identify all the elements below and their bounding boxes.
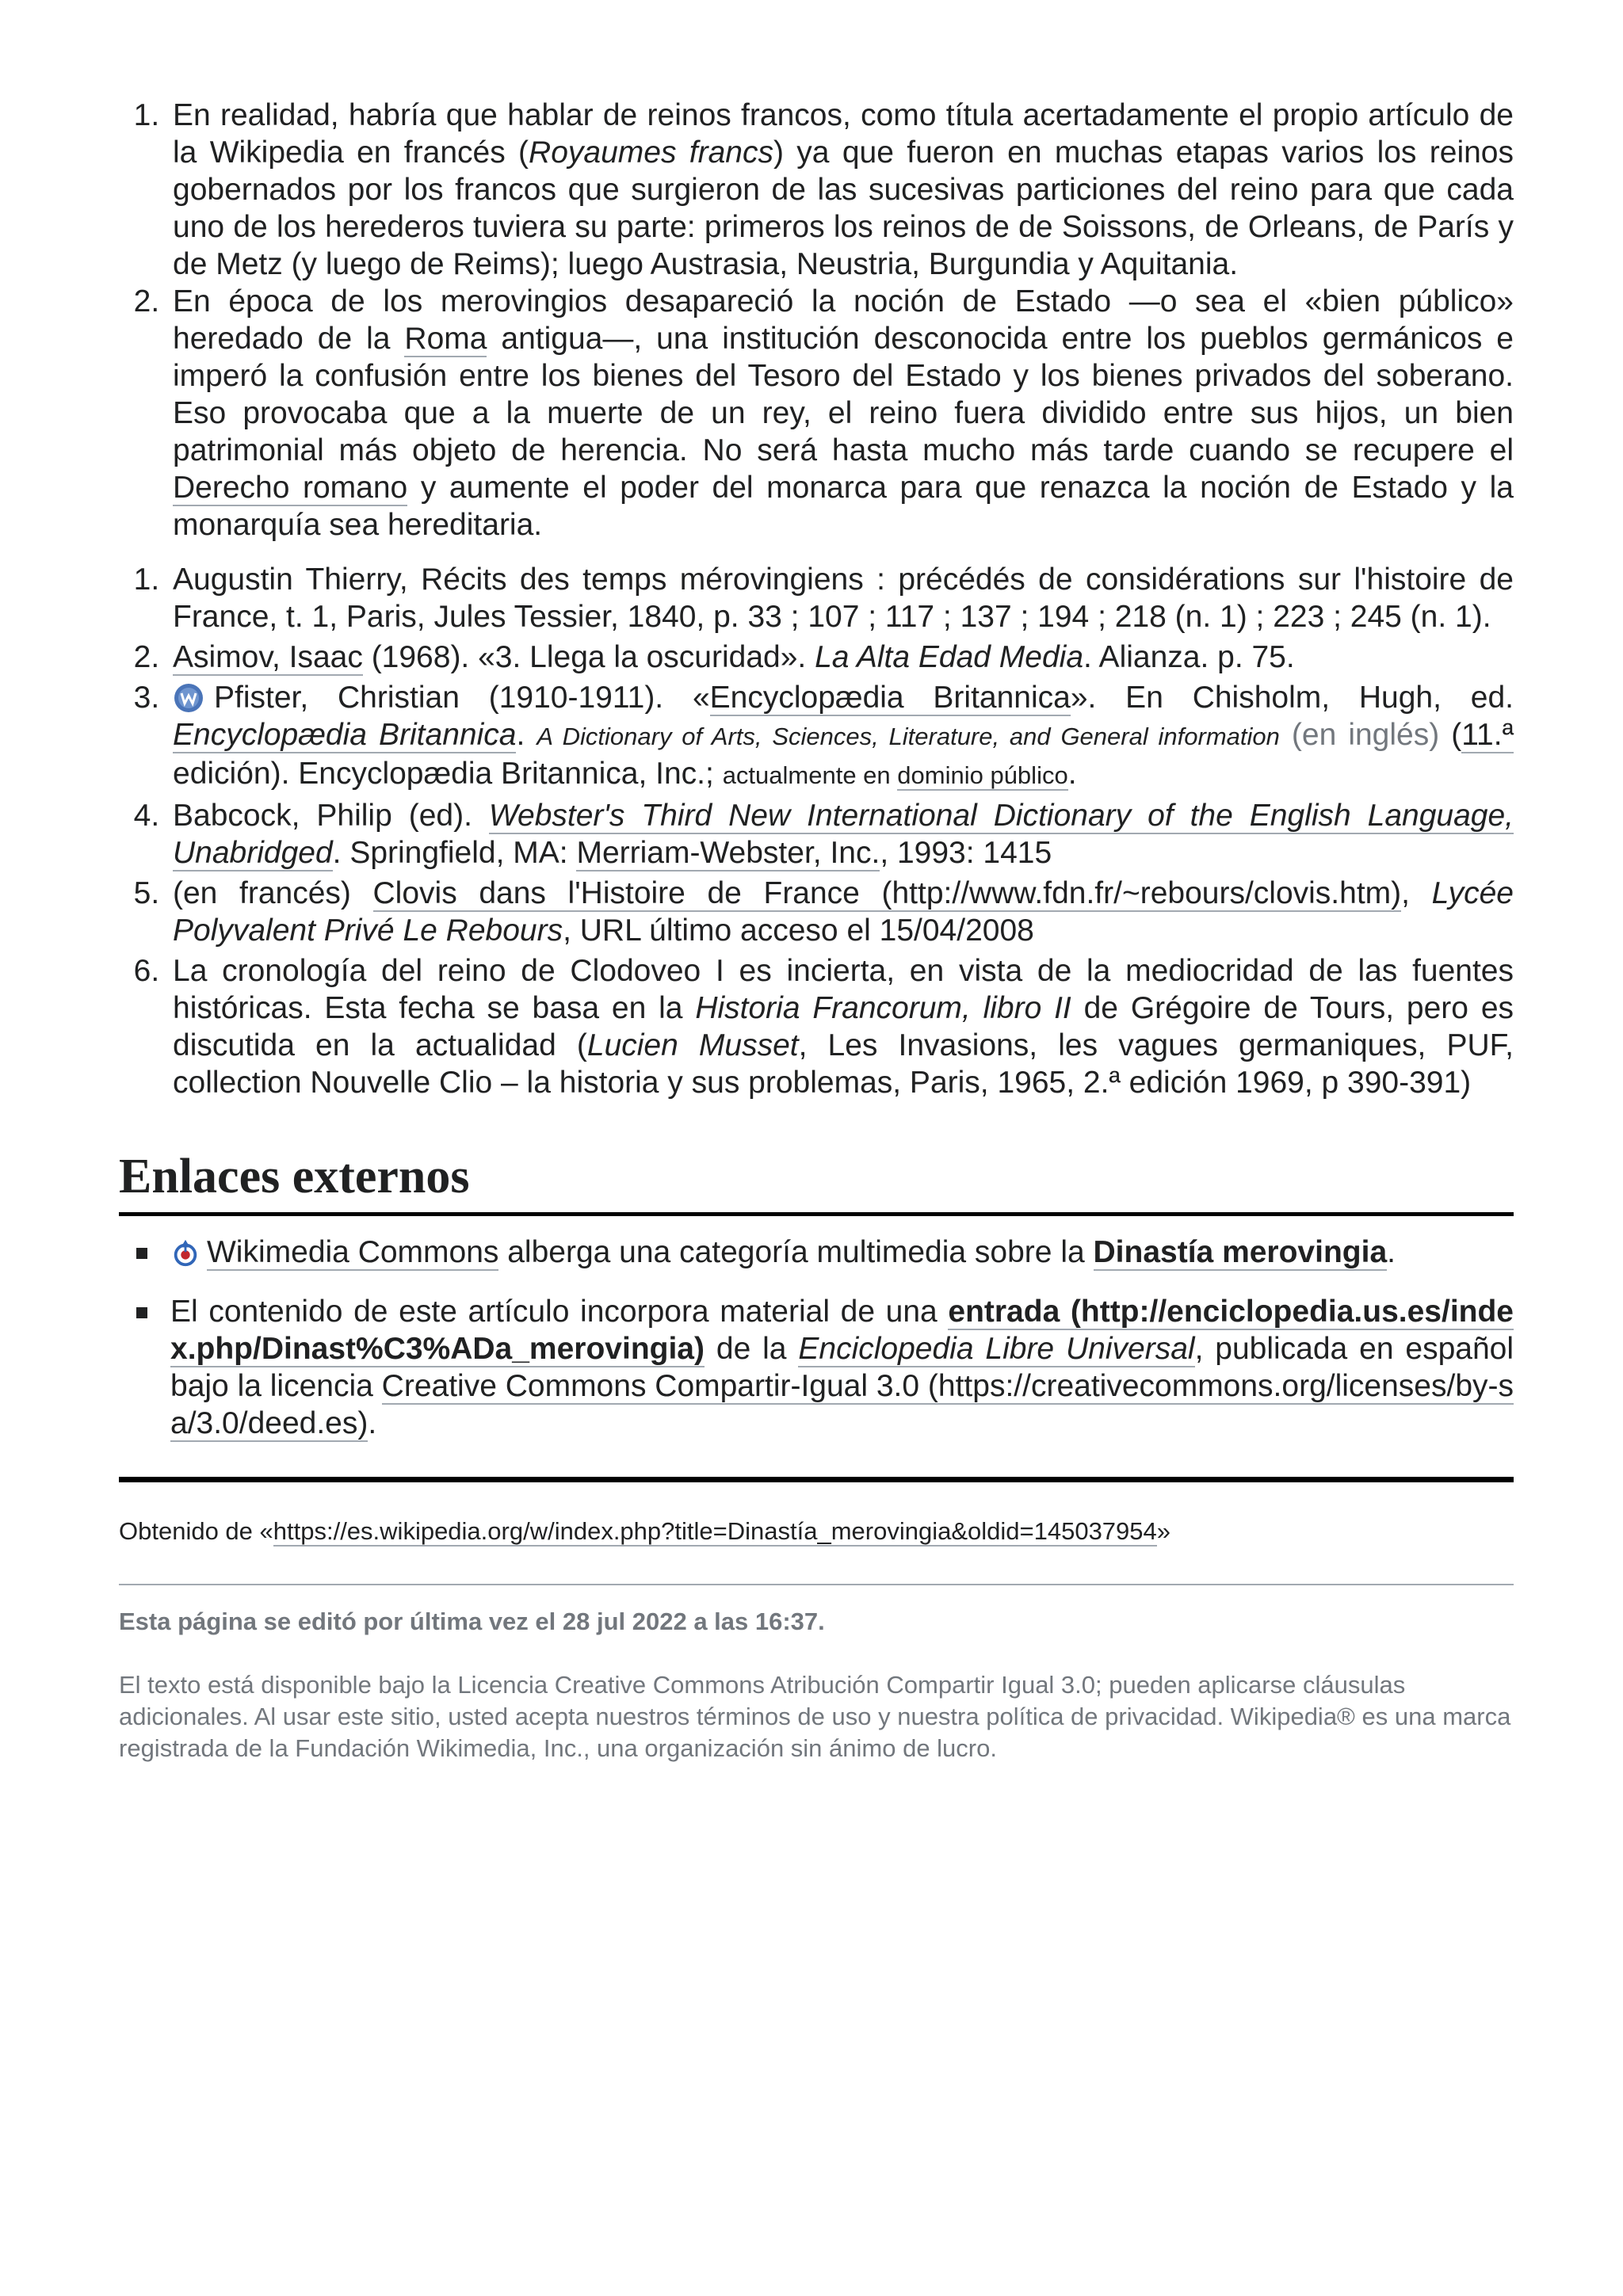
wikimedia-commons-link[interactable]: Wikimedia Commons [207, 1235, 499, 1269]
edition-link[interactable]: 11.ª [1461, 718, 1514, 752]
reference-item: 1. Augustin Thierry, Récits des temps mérovingiens : précédés de considérations sur l'histoire de France, t. 1, Paris, Jules Tessier, 1840, p. 33 ; 107 ; 117 ; 137 ; 194 ; 218 (n. 1) ; 223 ; 245 (n. 1). [168, 561, 1514, 635]
derecho-romano-link[interactable]: Derecho romano [173, 471, 408, 505]
websters-link[interactable]: Webster's Third New International Dictionary of the English Language, Unabridged [173, 799, 1514, 870]
footer-divider [119, 1584, 1514, 1585]
last-edited: Esta página se editó por última vez el 28 jul 2022 a las 16:37. [119, 1608, 825, 1635]
roma-link[interactable]: Roma [404, 322, 487, 356]
external-links-list [119, 1234, 1514, 1442]
cc-license-link[interactable]: Creative Commons Compartir-Igual 3.0 (https://creativecommons.org/licenses/by-sa/3.0/deed.es) [170, 1369, 1514, 1440]
retrieved-from: Obtenido de «https://es.wikipedia.org/w/index.php?title=Dinastía_merovingia&oldid=145037954» [119, 1517, 1171, 1545]
section-heading: Enlaces externos [119, 1147, 1514, 1216]
external-link-item: El contenido de este artículo incorpora material de una entrada (http://enciclopedia.us.es/index.php/Dinast%C3%ADa_merovingia) de la Enciclopedia Libre Universal, publicada en español bajo la licencia Creative Commons Compartir-Igual 3.0 (https://creativecommons.org/licenses/by-sa/3.0/deed.es). [170, 1293, 1514, 1442]
asimov-link[interactable]: Asimov, Isaac [173, 640, 363, 674]
reference-item: 5. (en francés) Clovis dans l'Histoire de France (http://www.fdn.fr/~rebours/clovis.htm), Lycée Polyvalent Privé Le Rebours, URL último acceso el 15/04/2008 [168, 875, 1514, 949]
enciclopedia-libre-link[interactable]: Enciclopedia Libre Universal [798, 1332, 1195, 1366]
note-item: 1. En realidad, habría que hablar de reinos francos, como títula acertadamente el propio artículo de la Wikipedia en francés (Royaumes francs) ya que fueron en muchas etapas varios los reinos gobernados por los francos que surgieron de las sucesivas particiones del reino para que cada uno de los herederos tuviera su parte: primeros los reinos de de Soissons, de Orleans, de París y de Metz (y luego de Reims); luego Austrasia, Neustria, Burgundia y Aquitania. [168, 97, 1514, 283]
license-notice: El texto está disponible bajo la Licencia Creative Commons Atribución Compartir Igual 3.0; pueden aplicarse cláusulas adicionales. Al usar este sitio, usted acepta nuestros términos de uso y nuestra política de privacidad. Wikipedia® es una marca registrada de la Fundación Wikimedia, Inc., una organización sin ánimo de lucro. [119, 1671, 1511, 1762]
article-content [119, 97, 1514, 1764]
reference-item: 4. Babcock, Philip (ed). Webster's Third New International Dictionary of the English Language, Unabridged. Springfield, MA: Merriam-Webster, Inc., 1993: 1415 [168, 797, 1514, 871]
commons-category-link[interactable]: Dinastía merovingia [1093, 1235, 1388, 1269]
wikisource-icon [173, 682, 204, 714]
britannica-article-link[interactable]: Encyclopædia Britannica [709, 681, 1071, 715]
dominio-publico-link[interactable]: dominio público [897, 761, 1068, 789]
reference-item: 2. Asimov, Isaac (1968). «3. Llega la oscuridad». La Alta Edad Media. Alianza. p. 75. [168, 639, 1514, 676]
reference-item: 6. La cronología del reino de Clodoveo I es incierta, en vista de la mediocridad de las fuentes históricas. Esta fecha se basa en la Historia Francorum, libro II de Grégoire de Tours, pero es discutida en la actualidad (Lucien Musset, Les Invasions, les vagues germaniques, PUF, collection Nouvelle Clio – la historia y sus problemas, Paris, 1965, 2.ª edición 1969, p 390-391) [168, 952, 1514, 1101]
eul-entry-link[interactable]: entrada (http://enciclopedia.us.es/index.php/Dinast%C3%ADa_merovingia) [170, 1295, 1514, 1366]
bullet [136, 1307, 147, 1318]
notes-list [119, 97, 1514, 543]
bullet [136, 1248, 147, 1259]
note-item: 2. En época de los merovingios desapareció la noción de Estado —o sea el «bien público» heredado de la Roma antigua—, una institución desconocida entre los pueblos germánicos e imperó la confusión entre los bienes del Tesoro del Estado y los bienes privados del soberano. Eso provocaba que a la muerte de un rey, el reino fuera dividido entre sus hijos, un bien patrimonial más objeto de herencia. No será hasta mucho más tarde cuando se recupere el Derecho romano y aumente el poder del monarca para que renazca la noción de Estado y la monarquía sea hereditaria. [168, 283, 1514, 543]
britannica-link[interactable]: Encyclopædia Britannica [173, 718, 517, 752]
reference-item: 3. Pfister, Christian (1910-1911). «Encyclopædia Britannica». En Chisholm, Hugh, ed. Encyclopædia Britannica. A Dictionary of Arts, Sciences, Literature, and General information (en inglés) (11.ª edición). Encyclopædia Britannica, Inc.; actualmente en dominio público. [168, 679, 1514, 794]
wikimedia-commons-icon [170, 1238, 200, 1268]
merriam-webster-link[interactable]: Merriam-Webster, Inc. [576, 836, 880, 870]
permanent-link[interactable]: https://es.wikipedia.org/w/index.php?title=Dinastía_merovingia&oldid=145037954 [273, 1517, 1157, 1545]
references-list [119, 561, 1514, 1101]
external-link-item: Wikimedia Commons alberga una categoría multimedia sobre la Dinastía merovingia. [170, 1234, 1514, 1271]
divider [119, 1477, 1514, 1482]
clovis-link[interactable]: Clovis dans l'Histoire de France (http://www.fdn.fr/~rebours/clovis.htm) [372, 876, 1402, 910]
